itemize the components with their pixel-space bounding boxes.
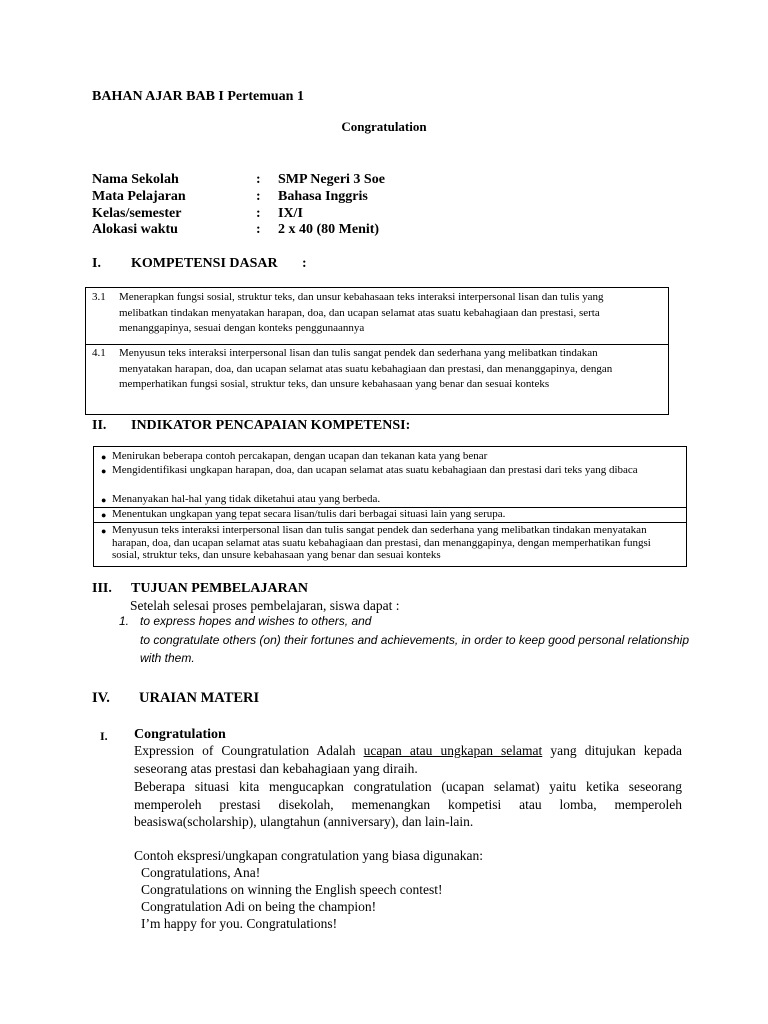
example-item: Congratulation Adi on being the champion! [141,899,377,914]
example-item: Congratulations, Ana! [141,865,261,880]
info-colon: : [256,189,261,204]
indikator-text: Menentukan ungkapan yang tepat secara lisan/tulis dari berbagai situasi lain yang serupa. [112,508,506,520]
info-key: Alokasi waktu [92,222,178,237]
examples-title: Contoh ekspresi/ungkapan congratulation yang biasa digunakan: [134,848,484,863]
materi-paragraph-1 [134,742,682,777]
indikator-text: Menyusun teks interaksi interpersonal lisan dan tulis sangat pendek dan sederhana yang melibatkan tindakan menyatakan harapan, doa, dan ucapan selamat atas suatu kebahagiaan dan prestasi, dan menanggapinya, dengan memperhatikan fungsi sosial, struktur teks, dan unsure kebahasaan yang benar dan sesuai konteks [112,524,651,561]
examples-list [141,864,442,932]
indikator-table [93,446,687,567]
info-colon: : [256,222,261,237]
section-2-title: INDIKATOR PENCAPAIAN KOMPETENSI: [131,418,411,433]
bullet-icon: ● [101,495,107,505]
document-header: BAHAN AJAR BAB I Pertemuan 1 [92,89,304,104]
table-divider [94,522,686,523]
kompetensi-table [85,287,669,415]
section-1-colon: : [302,256,307,271]
info-colon: : [256,172,261,187]
bullet-icon: ● [101,510,107,520]
section-1-title: KOMPETENSI DASAR [131,256,278,271]
bullet-icon: ● [101,466,107,476]
info-key: Kelas/semester [92,206,182,221]
indikator-text: Menanyakan hal-hal yang tidak diketahui atau yang berbeda. [112,493,381,505]
paragraph-text: Expression of Coungratulation Adalah [134,743,364,758]
objective-line-1: to express hopes and wishes to others, and [140,614,372,628]
example-item: I’m happy for you. Congratulations! [141,916,338,931]
underlined-term: ucapan atau ungkapan selamat [363,743,543,758]
document-title: Congratulation [341,119,427,134]
info-colon: : [256,206,261,221]
bullet-icon: ● [101,526,107,536]
info-value: 2 x 40 (80 Menit) [278,222,380,237]
kd-text: Menyusun teks interaksi interpersonal lisan dan tulis sangat pendek dan sederhana yang melibatkan tindakan menyatakan harapan, doa, dan ucapan selamat atas suatu kebahagiaan dan prestasi, dan menanggapinya, dengan memperhatikan fungsi sosial, struktur teks, dan unsure kebahasaan yang benar dan sesuai konteks [119,347,613,390]
materi-number: I. [100,729,108,743]
kd-row [86,344,668,414]
objective-line-2: to congratulate others (on) their fortunes and achievements, in order to keep good personal relationship with them. [140,633,689,665]
info-value: IX/I [278,206,303,221]
objective-number: 1. [119,614,130,628]
example-item: Congratulations on winning the English speech contest! [141,882,443,897]
section-4-number: IV. [92,690,110,706]
paragraph-text: yang ditujukan kepada seseorang atas prestasi dan kebahagiaan yang diraih. [134,743,683,776]
section-1-number: I. [92,256,101,271]
materi-title: Congratulation [134,727,226,742]
indikator-text: Menirukan beberapa contoh percakapan, dengan ucapan dan tekanan kata yang benar [112,450,488,462]
kd-number: 4.1 [92,347,106,359]
info-key: Nama Sekolah [92,172,179,187]
section-4-title: URAIAN MATERI [139,690,260,706]
section-3-title: TUJUAN PEMBELAJARAN [131,581,308,596]
info-key: Mata Pelajaran [92,189,186,204]
indikator-text: Mengidentifikasi ungkapan harapan, doa, dan ucapan selamat atas suatu kebahagiaan dan prestasi dari teks yang dibaca [112,464,638,476]
section-3-intro: Setelah selesai proses pembelajaran, siswa dapat : [130,598,400,613]
kd-text: Menerapkan fungsi sosial, struktur teks, dan unsur kebahasaan teks interaksi interpersonal lisan dan tulis yang melibatkan tindakan menyatakan harapan, doa, dan ucapan selamat atas suatu kebahagiaan dan prestasi, serta menanggapinya, sesuai dengan konteks penggunaannya [119,291,604,334]
section-2-number: II. [92,418,107,433]
materi-paragraph-2: Beberapa situasi kita mengucapkan congratulation (ucapan selamat) yaitu ketika seseorang memperoleh prestasi disekolah, memenangkan kompetisi atau lomba, memperoleh beasiswa(scholarship), ulangtahun (anniversary), dan lain-lain. [134,779,682,829]
kd-number: 3.1 [92,291,106,303]
info-value: Bahasa Inggris [278,189,368,204]
kd-row [86,288,668,344]
info-value: SMP Negeri 3 Soe [278,172,385,187]
bullet-icon: ● [101,452,107,462]
section-3-number: III. [92,581,112,596]
